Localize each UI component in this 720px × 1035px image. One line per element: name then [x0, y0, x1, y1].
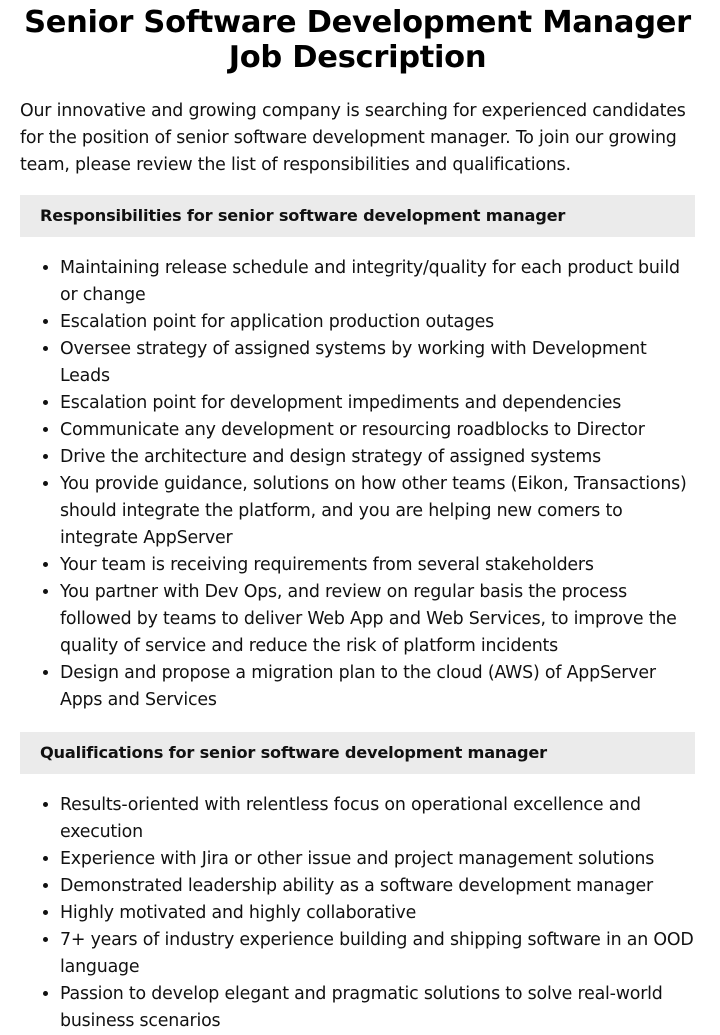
- list-item: • Passion to develop elegant and pragmatic solutions to solve real-world business scenarios: [60, 981, 695, 1035]
- list-item: • You partner with Dev Ops, and review on regular basis the process followed by teams to deliver Web App and Web Services, to improve the quality of service and reduce the risk of platform incidents: [60, 579, 695, 660]
- list-item: • Escalation point for development impediments and dependencies: [60, 390, 695, 417]
- page-title: Senior Software Development Manager Job Description: [24, 5, 691, 75]
- list-item: • Drive the architecture and design strategy of assigned systems: [60, 444, 695, 471]
- list-item: • Oversee strategy of assigned systems by working with Development Leads: [60, 336, 695, 390]
- list-item: • Communicate any development or resourcing roadblocks to Director: [60, 417, 695, 444]
- list-item: • Your team is receiving requirements from several stakeholders: [60, 552, 695, 579]
- list-item: • 7+ years of industry experience building and shipping software in an OOD language: [60, 927, 695, 981]
- responsibilities-heading: Responsibilities for senior software development manager: [20, 195, 695, 237]
- list-item: • You provide guidance, solutions on how other teams (Eikon, Transactions) should integrate the platform, and you are helping new comers to integrate AppServer: [60, 471, 695, 552]
- qualifications-list: [20, 792, 695, 1035]
- list-item: • Maintaining release schedule and integrity/quality for each product build or change: [60, 255, 695, 309]
- list-item: • Escalation point for application production outages: [60, 309, 695, 336]
- responsibilities-list: [20, 255, 695, 714]
- intro-paragraph: Our innovative and growing company is searching for experienced candidates for the position of senior software development manager. To join our growing team, please review the list of responsibilities and qualifications.: [20, 101, 686, 175]
- list-item: • Design and propose a migration plan to the cloud (AWS) of AppServer Apps and Services: [60, 660, 695, 714]
- list-item: • Experience with Jira or other issue and project management solutions: [60, 846, 695, 873]
- qualifications-heading: Qualifications for senior software development manager: [20, 732, 695, 774]
- list-item: • Demonstrated leadership ability as a software development manager: [60, 873, 695, 900]
- list-item: • Highly motivated and highly collaborative: [60, 900, 695, 927]
- list-item: • Results-oriented with relentless focus on operational excellence and execution: [60, 792, 695, 846]
